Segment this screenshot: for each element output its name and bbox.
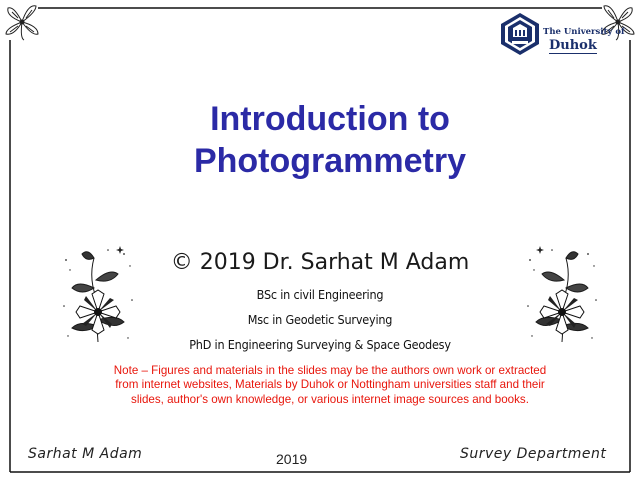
footer-department: Survey Department (460, 446, 607, 462)
side-flower-icon (58, 240, 138, 344)
corner-flower-icon (2, 2, 42, 42)
slide-title (100, 98, 560, 182)
credential-msc: Msc in Geodetic Surveying (247, 312, 393, 327)
university-emblem-icon (500, 12, 540, 56)
logo-line1: The University of (543, 27, 625, 37)
logo-line2: Duhok (549, 38, 597, 53)
credential-bsc: BSc in civil Engineering (256, 287, 384, 302)
title-line2: Photogrammetry (193, 142, 467, 180)
university-logo (500, 12, 628, 58)
credential-phd: PhD in Engineering Surveying & Space Geodesy (189, 337, 451, 352)
side-flower-icon (522, 240, 602, 344)
footer-year: 2019 (276, 451, 308, 467)
footer-author: Sarhat M Adam (28, 446, 143, 462)
title-line1: Introduction to (210, 100, 450, 138)
source-note: Note – Figures and materials in the slides may be the authors own work or extracted from internet websites, Materials by Duhok or Nottingham universities staff and their slides, author's own knowledge, or various internet image sources and books. (113, 364, 547, 406)
author-line: © 2019 Dr. Sarhat M Adam (170, 250, 470, 275)
